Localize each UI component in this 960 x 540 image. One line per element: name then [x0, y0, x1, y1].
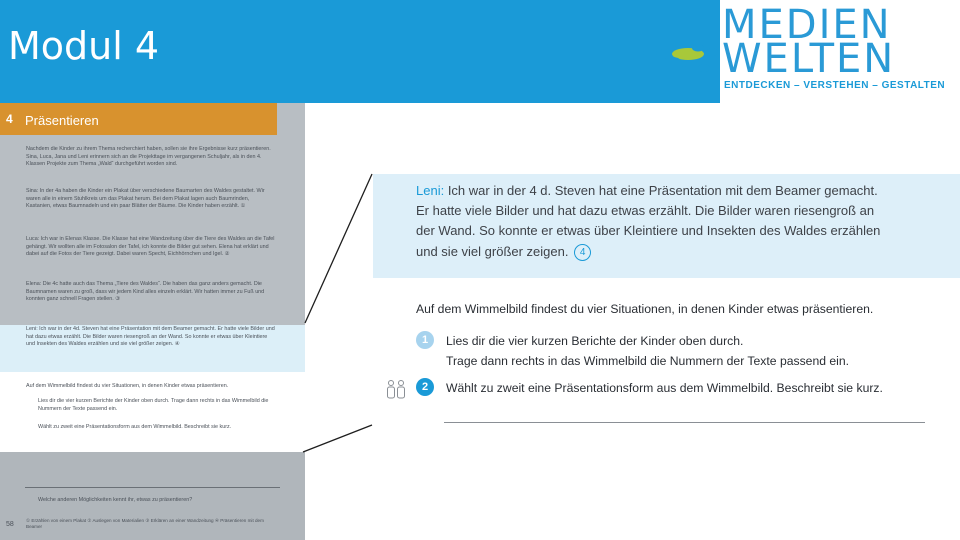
page-paragraph-intro: Nachdem die Kinder zu ihrem Thema recherchiert haben, sollen sie ihre Ergebnisse kurz präsentieren. Sina, Luca, Jana und Leni erinnern sich an die Projekttage im vergangenen Schuljahr, als in den 4. Klassen Projekte zum Thema „Wald“ durchgeführt worden sind.: [26, 146, 271, 168]
task-2-text: Wählt zu zweit eine Präsentationsform aus dem Wimmelbild. Beschreibt sie kurz.: [446, 381, 883, 395]
slide-title: Modul 4: [8, 24, 160, 68]
task-1-text: [446, 331, 849, 371]
page-footnote: ① Erzählen von einem Plakat ② Auslegen von Materialien ③ Erklären an einer Wandzeitung ④ Präsentieren mit dem Beamer: [26, 518, 264, 529]
task-2-number: 2: [416, 378, 434, 396]
leni-report: [416, 181, 886, 262]
page-number: 58: [6, 521, 14, 528]
page-paragraph-elena: Elena: Die 4c hatte auch das Thema „Tiere des Waldes“. Die haben das ganz anders gemacht. Die Baumnamen waren zu groß, dass wir jedem Kind alles einzeln erklärt. Wir hatten immer zu Fuß und konnten ganz schnell Fragen stellen. ③: [26, 281, 265, 303]
logo-line-1: MEDIEN: [722, 2, 892, 48]
logo-tagline: ENTDECKEN – VERSTEHEN – GESTALTEN: [724, 80, 946, 91]
task-intro: Auf dem Wimmelbild findest du vier Situationen, in denen Kinder etwas präsentieren.: [416, 302, 874, 316]
page-intro: Auf dem Wimmelbild findest du vier Situationen, in denen Kinder etwas präsentieren.: [26, 383, 229, 389]
task-1-number: 1: [416, 331, 434, 349]
pair-work-icon: [386, 379, 408, 401]
page-paragraph-sina: Sina: In der 4a haben die Kinder ein Plakat über verschiedene Baumarten des Waldes gestaltet. Wir waren alle in einem Stuhlkreis um das Plakat herum. Bei dem Plakat lagen auch Baumrinden, Kastanien, etwas Baumnadeln und ein paar Blätter der Bäume. Die Kinder haben erzählt. ①: [26, 188, 265, 210]
section-number: 4: [6, 112, 13, 126]
task-1-line-2: Trage dann rechts in das Wimmelbild die Nummern der Texte passend ein.: [446, 354, 850, 368]
task-1-line-1: Lies dir die vier kurzen Berichte der Kinder oben durch.: [446, 334, 744, 348]
task-2: [416, 378, 936, 398]
page-task-1: Lies dir die vier kurzen Berichte der Kinder oben durch. Trage dann rechts in das Wimmelbild die Nummern der Texte passend ein.: [38, 398, 269, 412]
logo-line-2: WELTEN: [722, 36, 896, 82]
leni-text: Ich war in der 4 d. Steven hat eine Präsentation mit dem Beamer gemacht. Er hatte viele Bilder und hat dazu etwas erzählt. Die Bilder waren riesengroß an der Wand. So konnte er etwas über Kleintiere und Insekten des Waldes erzählen und sie viel größer zeigen.: [416, 183, 881, 259]
page-task-2: Wählt zu zweit eine Präsentationsform aus dem Wimmelbild. Beschreibt sie kurz.: [38, 424, 232, 430]
page-paragraph-leni: Leni: Ich war in der 4d. Steven hat eine Präsentation mit dem Beamer gemacht. Er hatte viele Bilder und hat dazu etwas erzählt. Die Bilder waren riesengroß an der Wand. So konnte er etwas über Kleintiere und Insekten des Waldes erzählen und sie viel größer zeigen. ④: [26, 326, 275, 348]
zoom-divider: [444, 422, 925, 423]
page-paragraph-luca: Luca: Ich war in Elenas Klasse. Die Klasse hat eine Wandzeitung über die Tiere des Waldes an die Tafel gehängt. Wir wollten alle im Fotosalon der Tafel, ich konnte die Bilder gut sehen. Elena hat erklärt und dabei auf die Fotos der Tiere gezeigt. Dabei waren Specht, Eichhörnchen und Igel. ②: [26, 236, 275, 258]
task-1: [416, 331, 936, 371]
page-task-3: Welche anderen Möglichkeiten kennt ihr, etwas zu präsentieren?: [38, 497, 193, 503]
section-title: Präsentieren: [25, 113, 99, 128]
reference-number-4: 4: [574, 244, 591, 261]
leni-name: Leni:: [416, 183, 445, 198]
